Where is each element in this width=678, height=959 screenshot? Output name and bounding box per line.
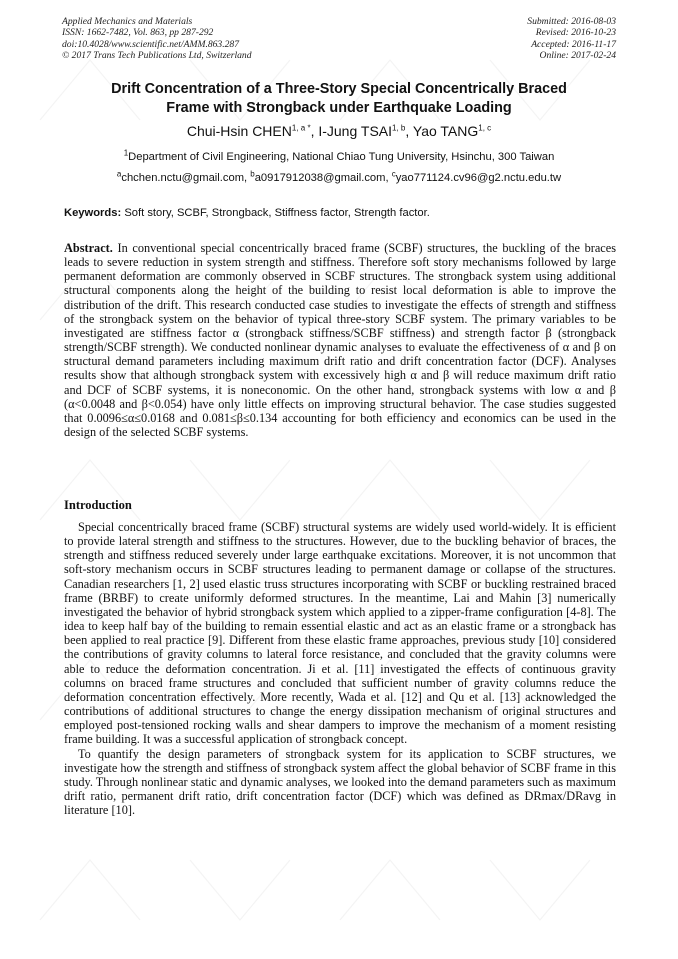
introduction-body [64,520,616,817]
copyright-line: © 2017 Trans Tech Publications Ltd, Switzerland [62,50,252,62]
online-date: Online: 2017-02-24 [539,50,616,62]
keywords-text: Soft story, SCBF, Strongback, Stiffness factor, Strength factor. [124,207,430,219]
email-mark: c [391,169,396,179]
email-link[interactable]: chchen.nctu@gmail.com [121,172,245,184]
revised-date: Revised: 2016-10-23 [535,27,616,39]
author-affiliation-mark: 1, b [392,123,406,133]
submitted-date: Submitted: 2016-08-03 [527,16,616,27]
author-name: I-Jung TSAI [318,123,393,139]
affiliation-mark: 1 [123,148,129,158]
paragraph: Special concentrically braced frame (SCBF) structural systems are widely used world-widely. It is efficient to provide lateral strength and stiffness to the structures. However, due to the buckling behavior of braces, the strength and stiffness reduced severely under large earthquake excitations. Moreover, it is not uncommon that soft-story mechanism occurs in SCBF structures leading to permanent damage or collapse of the structures. Canadian researchers [1, 2] used elastic truss structures incorporating with SCBF or buckling restrained braced frame (BRBF) to create uniformly deformed structures. In the meantime, Lai and Mahin [3] numerically investigated the behavior of hybrid strongback system which applied to a zipper-frame configuration [4-8]. The idea to keep half bay of the building to remain essential elastic and act as an elastic frame or a strongback has been applied to real practice [9]. Different from these elastic frame approaches, previous study [10] considered the contributions of gravity columns to lateral force resistance, and concluded that the gravity columns were able to reduce the deformation concentration. Ji et al. [11] investigated the effects of continuous gravity columns on braced frame structures and concluded that sufficient number of gravity columns reduce the deformation concentration effectively. More recently, Wada et al. [12] and Qu et al. [13] acknowledged the contributions of additional structures to change the energy dissipation mechanism of original structures and employed post-tensioned rocking walls and shear dampers to improve the mechanism of a moment resisting frame building. It was a successful application of strongback concept. [64,520,616,747]
email-mark: a [116,169,122,179]
paper-title [62,80,616,118]
affiliation [62,150,616,164]
abstract-label: Abstract. [64,241,113,255]
doi-link[interactable]: doi:10.4028/www.scientific.net/AMM.863.287 [62,38,240,50]
email-link[interactable]: yao771124.cv96@g2.nctu.edu.tw [395,172,562,184]
paragraph: To quantify the design parameters of strongback system for its application to SCBF structures, we investigate how the strength and stiffness of strongback system affect the global behavior of SCBF frame in this study. Through nonlinear static and dynamic analyses, we looked into the demand parameters such as maximum drift ratio, permanent drift ratio, drift concentration factor (DCF) which was defined as DRmax/DRavg in literature [10]. [64,746,616,818]
author-affiliation-mark: 1, c [478,123,492,133]
title-line-2: Frame with Strongback under Earthquake Loading [166,100,512,116]
keywords-label: Keywords: [64,207,122,219]
keywords [64,206,616,220]
affiliation-text: Department of Civil Engineering, National Chiao Tung University, Hsinchu, 300 Taiwan [128,151,555,163]
author-affiliation-mark: 1, a * [291,123,311,133]
header-left [62,16,252,62]
issn-line: ISSN: 1662-7482, Vol. 863, pp 287-292 [62,27,214,39]
accepted-date: Accepted: 2016-11-17 [531,38,616,50]
abstract [64,241,616,439]
title-line-1: Drift Concentration of a Three-Story Special Concentrically Braced [111,81,567,97]
author-name: Chui-Hsin CHEN [186,123,292,139]
section-heading-introduction: Introduction [64,498,132,512]
email-link[interactable]: a0917912038@gmail.com [254,172,386,184]
author-name: Yao TANG [412,123,479,139]
journal-name: Applied Mechanics and Materials [62,16,193,27]
header-right [527,16,616,62]
email-list: $^a$chchen.nctu@gmail.com, $^b$a0917912038@gmail.com, $^c$yao771124.cv96@g2.nctu.edu.tw [116,169,562,184]
email-mark: b [250,169,255,179]
abstract-text: In conventional special concentrically braced frame (SCBF) structures, the buckling of the braces leads to severe reduction in system strength and stiffness. Therefore soft story mechanisms followed by large permanent deformation are commonly observed in SCBF structures. The strongback system using additional structural components along the height of the building to resist local deformation is able to improve the distribution of the drift. This research conducted case studies to investigate the effects of strength and stiffness of the strongback system on the behavior of typical three-story SCBF system. The primary variables to be investigated are stiffness factor α (strongback stiffness/SCBF stiffness) and strength factor β (strongback strength/SCBF strength). We conducted nonlinear dynamic analyses to evaluate the effectiveness of α and β on structural demand parameters including maximum drift ratio and drift concentration factor (DCF). Analyses results show that although strongback system with excessively high α and β will reduce maximum drift ratio and DCF of SCBF systems, it is noneconomic. On the other hand, strongback systems with low α and β (α<0.0048 and β<0.054) have only little effects on improving structural behavior. The case studies suggested that 0.0096≤α≤0.0168 and 0.081≤β≤0.134 accounting for both efficiency and economics can be used in the design of the selected SCBF systems. [64,241,616,440]
author-list: Chui-Hsin $CHEN^{1, a *}$, I-Jung TSAI$^{1, b}$, Yao TANG$^{1, c}$ [186,123,492,139]
